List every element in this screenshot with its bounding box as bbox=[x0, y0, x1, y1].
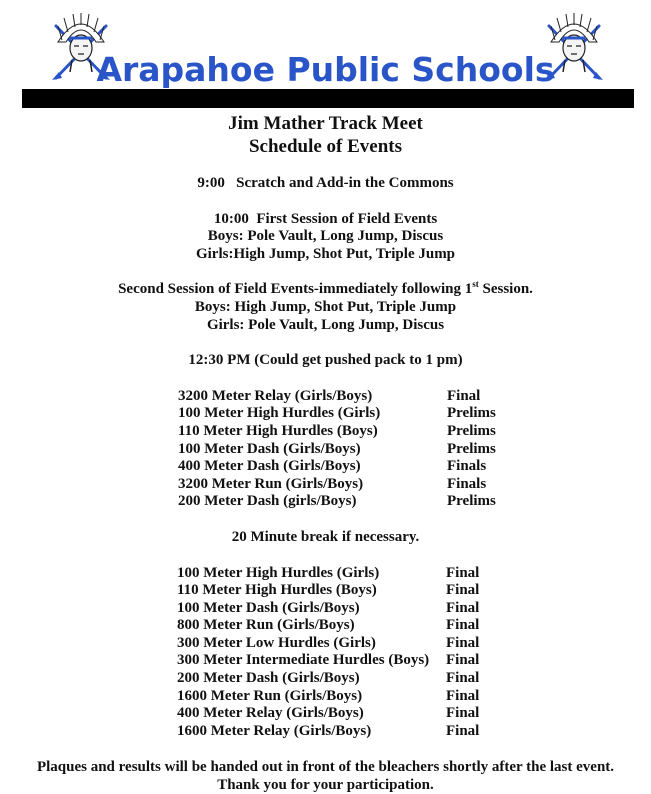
event-round: Final bbox=[446, 564, 480, 581]
header-divider-bar bbox=[22, 89, 634, 108]
thank-you-note: Thank you for your participation. bbox=[217, 777, 434, 794]
schedule-document bbox=[0, 112, 651, 794]
plaques-note: Plaques and results will be handed out in front of the bleachers shortly after the last event. bbox=[36, 759, 615, 776]
second-session-girls: Girls: Pole Vault, Long Jump, Discus bbox=[206, 316, 445, 333]
event-name: 800 Meter Run (Girls/Boys) bbox=[177, 617, 355, 634]
first-session-girls: Girls:High Jump, Shot Put, Triple Jump bbox=[195, 245, 456, 262]
running-events-list-2 bbox=[0, 565, 651, 741]
event-row bbox=[0, 688, 651, 706]
event-row bbox=[0, 652, 651, 670]
running-events-list-1 bbox=[0, 388, 651, 511]
first-session-title: 10:00 First Session of Field Events bbox=[213, 210, 438, 227]
meet-title: Jim Mather Track Meet bbox=[228, 113, 423, 134]
second-session-title-end: Session. bbox=[478, 281, 533, 298]
event-name: 300 Meter Intermediate Hurdles (Boys) bbox=[177, 652, 430, 669]
event-row bbox=[0, 493, 651, 511]
second-session-title bbox=[0, 281, 651, 299]
second-session-boys: Boys: High Jump, Shot Put, Triple Jump bbox=[194, 298, 457, 315]
event-row bbox=[0, 423, 651, 441]
event-round: Final bbox=[446, 634, 480, 651]
event-row bbox=[0, 441, 651, 459]
event-row bbox=[0, 600, 651, 618]
schedule-title: Schedule of Events bbox=[248, 136, 403, 157]
event-name: 1600 Meter Relay (Girls/Boys) bbox=[177, 722, 372, 739]
event-row bbox=[0, 635, 651, 653]
event-name: 200 Meter Dash (Girls/Boys) bbox=[177, 670, 360, 687]
break-note: 20 Minute break if necessary. bbox=[231, 528, 420, 545]
event-name: 1600 Meter Run (Girls/Boys) bbox=[177, 687, 363, 704]
event-round: Prelims bbox=[447, 422, 496, 439]
scratch-time: 9:00 Scratch and Add-in the Commons bbox=[197, 175, 454, 191]
running-events-time: 12:30 PM (Could get pushed pack to 1 pm) bbox=[188, 352, 463, 369]
event-round: Prelims bbox=[447, 405, 496, 422]
event-name: 110 Meter High Hurdles (Boys) bbox=[177, 582, 377, 599]
event-name: 400 Meter Relay (Girls/Boys) bbox=[177, 705, 364, 722]
event-name: 3200 Meter Run (Girls/Boys) bbox=[178, 475, 364, 492]
event-round: Final bbox=[446, 722, 480, 739]
event-row bbox=[0, 617, 651, 635]
event-round: Final bbox=[446, 652, 480, 669]
event-round: Final bbox=[446, 582, 480, 599]
event-round: Finals bbox=[447, 458, 487, 475]
event-row bbox=[0, 405, 651, 423]
event-name: 100 Meter High Hurdles (Girls) bbox=[178, 405, 381, 422]
event-name: 100 Meter High Hurdles (Girls) bbox=[177, 564, 380, 581]
event-row bbox=[0, 388, 651, 406]
event-round: Prelims bbox=[447, 493, 496, 510]
event-round: Finals bbox=[447, 475, 487, 492]
first-session-boys: Boys: Pole Vault, Long Jump, Discus bbox=[207, 228, 444, 245]
event-name: 200 Meter Dash (girls/Boys) bbox=[178, 493, 357, 510]
event-round: Final bbox=[446, 687, 480, 704]
event-row bbox=[0, 476, 651, 494]
event-round: Prelims bbox=[447, 440, 496, 457]
event-round: Final bbox=[446, 617, 480, 634]
event-name: 3200 Meter Relay (Girls/Boys) bbox=[178, 387, 373, 404]
ordinal-suffix: st bbox=[472, 279, 479, 290]
event-name: 100 Meter Dash (Girls/Boys) bbox=[177, 599, 360, 616]
event-row bbox=[0, 458, 651, 476]
event-row bbox=[0, 670, 651, 688]
second-session-title-text: Second Session of Field Events-immediately following 1 bbox=[118, 281, 473, 298]
event-name: 400 Meter Dash (Girls/Boys) bbox=[178, 458, 361, 475]
event-round: Final bbox=[446, 670, 480, 687]
event-round: Final bbox=[446, 599, 480, 616]
event-name: 100 Meter Dash (Girls/Boys) bbox=[178, 440, 361, 457]
event-name: 110 Meter High Hurdles (Boys) bbox=[178, 422, 378, 439]
event-name: 300 Meter Low Hurdles (Girls) bbox=[177, 634, 376, 651]
event-round: Final bbox=[447, 387, 481, 404]
event-row bbox=[0, 705, 651, 723]
event-row bbox=[0, 723, 651, 741]
event-row bbox=[0, 582, 651, 600]
event-row bbox=[0, 565, 651, 583]
event-round: Final bbox=[446, 705, 480, 722]
school-name: Arapahoe Public Schools bbox=[96, 50, 555, 89]
